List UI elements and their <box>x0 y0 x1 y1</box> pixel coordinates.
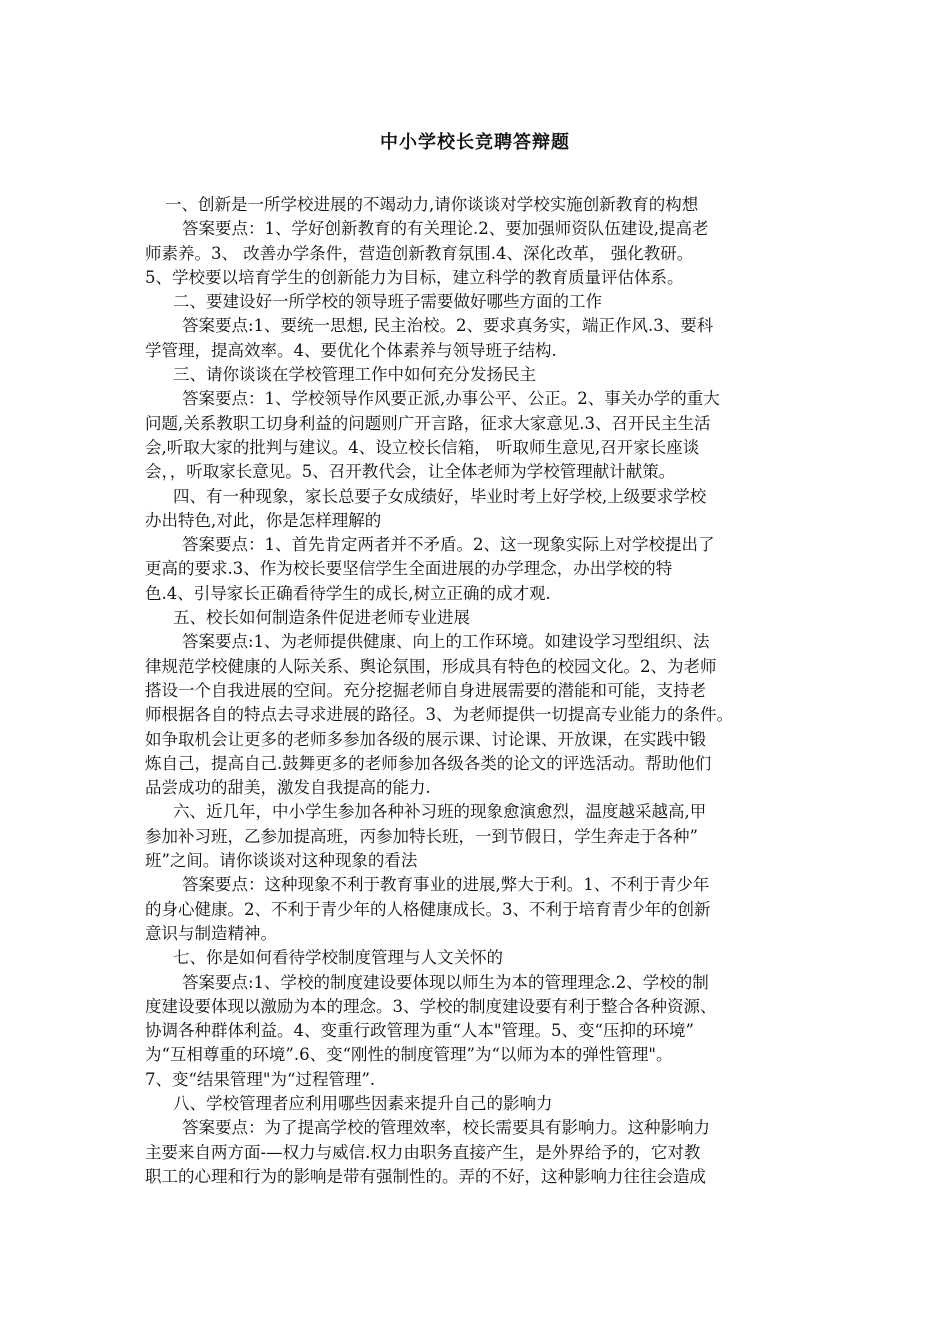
question-7: 七、你是如何看待学校制度管理与人文关怀的 <box>173 948 503 968</box>
answer-3-line: 问题,关系教职工切身利益的问题则广开言路，征求大家意见.3、召开民主生活 <box>145 413 711 433</box>
answer-5-line: 答案要点:1、为老师提供健康、向上的工作环境。如建设学习型组织、法 <box>182 632 710 652</box>
question-5: 五、校长如何制造条件促进老师专业进展 <box>173 608 470 628</box>
question-6-line: 班”之间。请你谈谈对这种现象的看法 <box>145 851 418 871</box>
answer-4-line: 答案要点：1、首先肯定两者并不矛盾。2、这一现象实际上对学校提出了 <box>182 535 715 555</box>
answer-7-line: 7、变“结果管理"为“过程管理”. <box>145 1069 376 1089</box>
answer-6-line: 意识与制造精神。 <box>145 923 277 943</box>
answer-8-line: 职工的心理和行为的影响是带有强制性的。弄的不好，这种影响力往往会造成 <box>145 1166 706 1186</box>
question-4: 四、有一种现象，家长总要子女成绩好，毕业时考上好学校,上级要求学校 <box>173 486 707 506</box>
answer-5-line: 炼自己，提高自己.鼓舞更多的老师参加各级各类的论文的评选活动。帮助他们 <box>145 753 712 773</box>
answer-8-line: 主要来自两方面-—权力与威信.权力由职务直接产生，是外界给予的，它对教 <box>145 1142 701 1162</box>
document-body <box>145 193 805 1189</box>
answer-8-line: 答案要点：为了提高学校的管理效率，校长需要具有影响力。这种影响力 <box>182 1118 710 1138</box>
answer-3-line: 会,听取大家的批判与建议。4、设立校长信箱， 听取师生意见,召开家长座谈 <box>145 437 700 457</box>
answer-2-line: 答案要点:1、要统一思想, 民主治校。2、要求真务实，端正作风.3、要科 <box>182 316 714 336</box>
answer-6-line: 的身心健康。2、不利于青少年的人格健康成长。3、不利于培育青少年的创新 <box>145 899 711 919</box>
question-6: 六、近几年，中小学生参加各种补习班的现象愈演愈烈，温度越采越高,甲 <box>173 802 707 822</box>
question-2: 二、要建设好一所学校的领导班子需要做好哪些方面的工作 <box>173 292 602 312</box>
answer-7-line: 协调各种群体利益。4、变重行政管理为重“人本"管理。5、变“压抑的环境” <box>145 1021 694 1041</box>
answer-1-line: 5、学校要以培育学生的创新能力为目标，建立科学的教育质量评估体系。 <box>145 267 684 287</box>
answer-3-line: 会，，听取家长意见。5、召开教代会，让全体老师为学校管理献计献策。 <box>145 462 676 482</box>
answer-5-line: 律规范学校健康的人际关系、舆论氛围，形成具有特色的校园文化。2、为老师 <box>145 656 717 676</box>
answer-7-line: 度建设要体现以激励为本的理念。3、学校的制度建设要有利于整合各种资源、 <box>145 996 717 1016</box>
answer-7-line: 为“互相尊重的环境”.6、变“刚性的制度管理”为“以师为本的弹性管理"。 <box>145 1045 673 1065</box>
answer-4-line: 更高的要求.3、作为校长要坚信学生全面进展的办学理念，办出学校的特 <box>145 559 673 579</box>
answer-5-line: 如争取机会让更多的老师多参加各级的展示课、讨论课、开放课，在实践中锻 <box>145 729 706 749</box>
answer-2-line: 学管理，提高效率。4、要优化个体素养与领导班子结构. <box>145 340 557 360</box>
answer-5-line: 搭设一个自我进展的空间。充分挖掘老师自身进展需要的潜能和可能，支持老 <box>145 680 706 700</box>
answer-6-line: 答案要点：这种现象不利于教育事业的进展,弊大于利。1、不利于青少年 <box>182 875 710 895</box>
answer-7-line: 答案要点:1、学校的制度建设要体现以师生为本的管理理念.2、学校的制 <box>182 972 709 992</box>
question-4-line: 办出特色,对此，你是怎样理解的 <box>145 510 382 530</box>
answer-3-line: 答案要点：1、学校领导作风要正派,办事公平、公正。2、事关办学的重大 <box>182 389 720 409</box>
answer-5-line: 品尝成功的甜美，激发自我提高的能力. <box>145 778 431 798</box>
answer-1-line: 答案要点：1、学好创新教育的有关理论.2、要加强师资队伍建设,提高老 <box>182 219 709 239</box>
question-3: 三、请你谈谈在学校管理工作中如何充分发扬民主 <box>173 365 536 385</box>
question-8: 八、学校管理者应利用哪些因素来提升自己的影响力 <box>173 1093 553 1113</box>
answer-4-line: 色.4、引导家长正确看待学生的成长,树立正确的成才观. <box>145 583 551 603</box>
answer-1-line: 师素养。3、 改善办学条件，营造创新教育氛围.4、深化改革， 强化教研。 <box>145 243 694 263</box>
question-1: 一、创新是一所学校进展的不竭动力,请你谈谈对学校实施创新教育的构想 <box>165 195 699 214</box>
document-title: 中小学校长竞聘答辩题 <box>380 132 570 153</box>
question-6-line: 参加补习班，乙参加提高班，丙参加特长班，一到节假日，学生奔走于各种” <box>145 826 698 846</box>
answer-5-line: 师根据各自的特点去寻求进展的路径。3、为老师提供一切提高专业能力的条件。 <box>145 705 733 725</box>
